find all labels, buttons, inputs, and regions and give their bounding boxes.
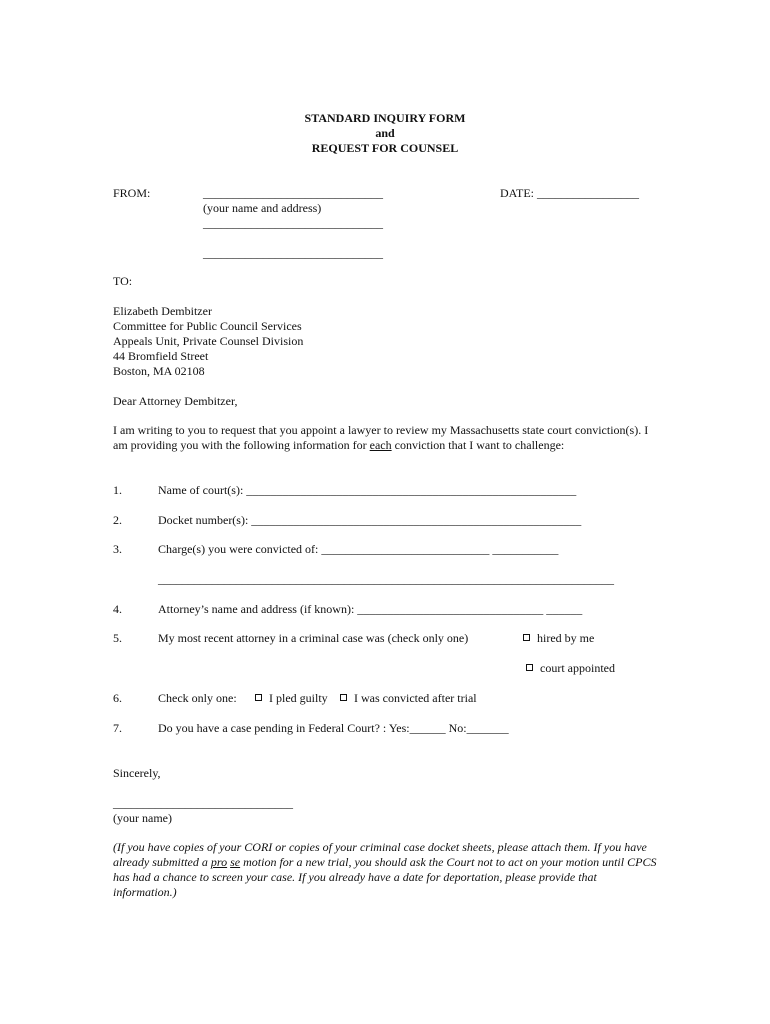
salutation: Dear Attorney Dembitzer, [113, 394, 238, 408]
intro-paragraph [113, 423, 658, 453]
note-part1: (If you have copies of your CORI or copies of your criminal case docket sheets, please attach them. If you have already submitted a [113, 840, 647, 869]
item-number-4: 4. [113, 602, 122, 616]
checkbox-pled-guilty[interactable] [255, 691, 328, 706]
item-number-3: 3. [113, 542, 122, 556]
to-address-line: Appeals Unit, Private Counsel Division [113, 334, 304, 348]
item-number-5: 5. [113, 631, 122, 645]
item-charges[interactable]: Charge(s) you were convicted of: ____________________________ ___________ [158, 542, 559, 556]
signature-line[interactable]: ______________________________ [113, 796, 293, 810]
from-label: FROM: [113, 186, 151, 200]
from-line-1[interactable]: ______________________________ [203, 186, 383, 200]
option-convicted-after-trial-label: I was convicted after trial [354, 691, 477, 705]
checkbox-square-icon [255, 694, 262, 701]
from-name-hint: (your name and address) [203, 201, 322, 215]
attachment-note [113, 840, 658, 900]
form-title-line3: REQUEST FOR COUNSEL [311, 141, 459, 155]
item-court-name[interactable]: Name of court(s): _______________________________________________________ [158, 483, 577, 497]
checkbox-square-icon [523, 634, 530, 641]
from-line-2[interactable]: ______________________________ [203, 216, 383, 230]
item-federal-case[interactable]: Do you have a case pending in Federal Court? : Yes:______ No:_______ [158, 721, 509, 735]
checkbox-hired-by-me[interactable] [523, 631, 594, 646]
checkbox-convicted-after-trial[interactable] [340, 691, 477, 706]
date-field[interactable] [500, 186, 639, 201]
checkbox-court-appointed[interactable] [526, 661, 615, 676]
option-court-appointed-label: court appointed [540, 661, 615, 675]
closing-sincerely: Sincerely, [113, 766, 161, 780]
to-address-line: Elizabeth Dembitzer [113, 304, 212, 318]
form-title-line1: STANDARD INQUIRY FORM [304, 111, 466, 125]
note-se: se [230, 855, 241, 869]
item-attorney-name[interactable]: Attorney’s name and address (if known): _______________________________ ______ [158, 602, 583, 616]
item-check-only-one: Check only one: [158, 691, 237, 705]
option-hired-by-me-label: hired by me [537, 631, 595, 645]
to-label: TO: [113, 274, 133, 288]
signature-name-hint: (your name) [113, 811, 172, 825]
item-number-6: 6. [113, 691, 122, 705]
checkbox-square-icon [526, 664, 533, 671]
item-recent-attorney: My most recent attorney in a criminal case was (check only one) [158, 631, 469, 645]
date-label: DATE: [500, 186, 534, 200]
item-number-1: 1. [113, 483, 122, 497]
item-number-2: 2. [113, 513, 122, 527]
intro-part1: I am writing to you to request that you appoint a lawyer to review my Massachusetts state court conviction(s). I am providing you with the following information for [113, 423, 649, 452]
item-number-7: 7. [113, 721, 122, 735]
date-line[interactable]: _________________ [537, 186, 639, 200]
option-pled-guilty-label: I pled guilty [269, 691, 328, 705]
note-part2: motion for a new trial, you should ask the Court not to act on your motion until CPCS has had a chance to screen your case. If you already have a date for deportation, please provide that information.) [113, 855, 657, 899]
to-address-line: Boston, MA 02108 [113, 364, 205, 378]
form-title-line2: and [375, 126, 395, 140]
checkbox-square-icon [340, 694, 347, 701]
item-charges-line-2[interactable]: ____________________________________________________________________________ [158, 572, 614, 586]
intro-emphasis: each [369, 438, 392, 452]
item-docket-number[interactable]: Docket number(s): _______________________________________________________ [158, 513, 582, 527]
note-pro: pro [210, 855, 228, 869]
to-address-line: Committee for Public Council Services [113, 319, 302, 333]
to-address-line: 44 Bromfield Street [113, 349, 209, 363]
intro-part2: conviction that I want to challenge: [391, 438, 565, 452]
from-line-3[interactable]: ______________________________ [203, 246, 383, 260]
